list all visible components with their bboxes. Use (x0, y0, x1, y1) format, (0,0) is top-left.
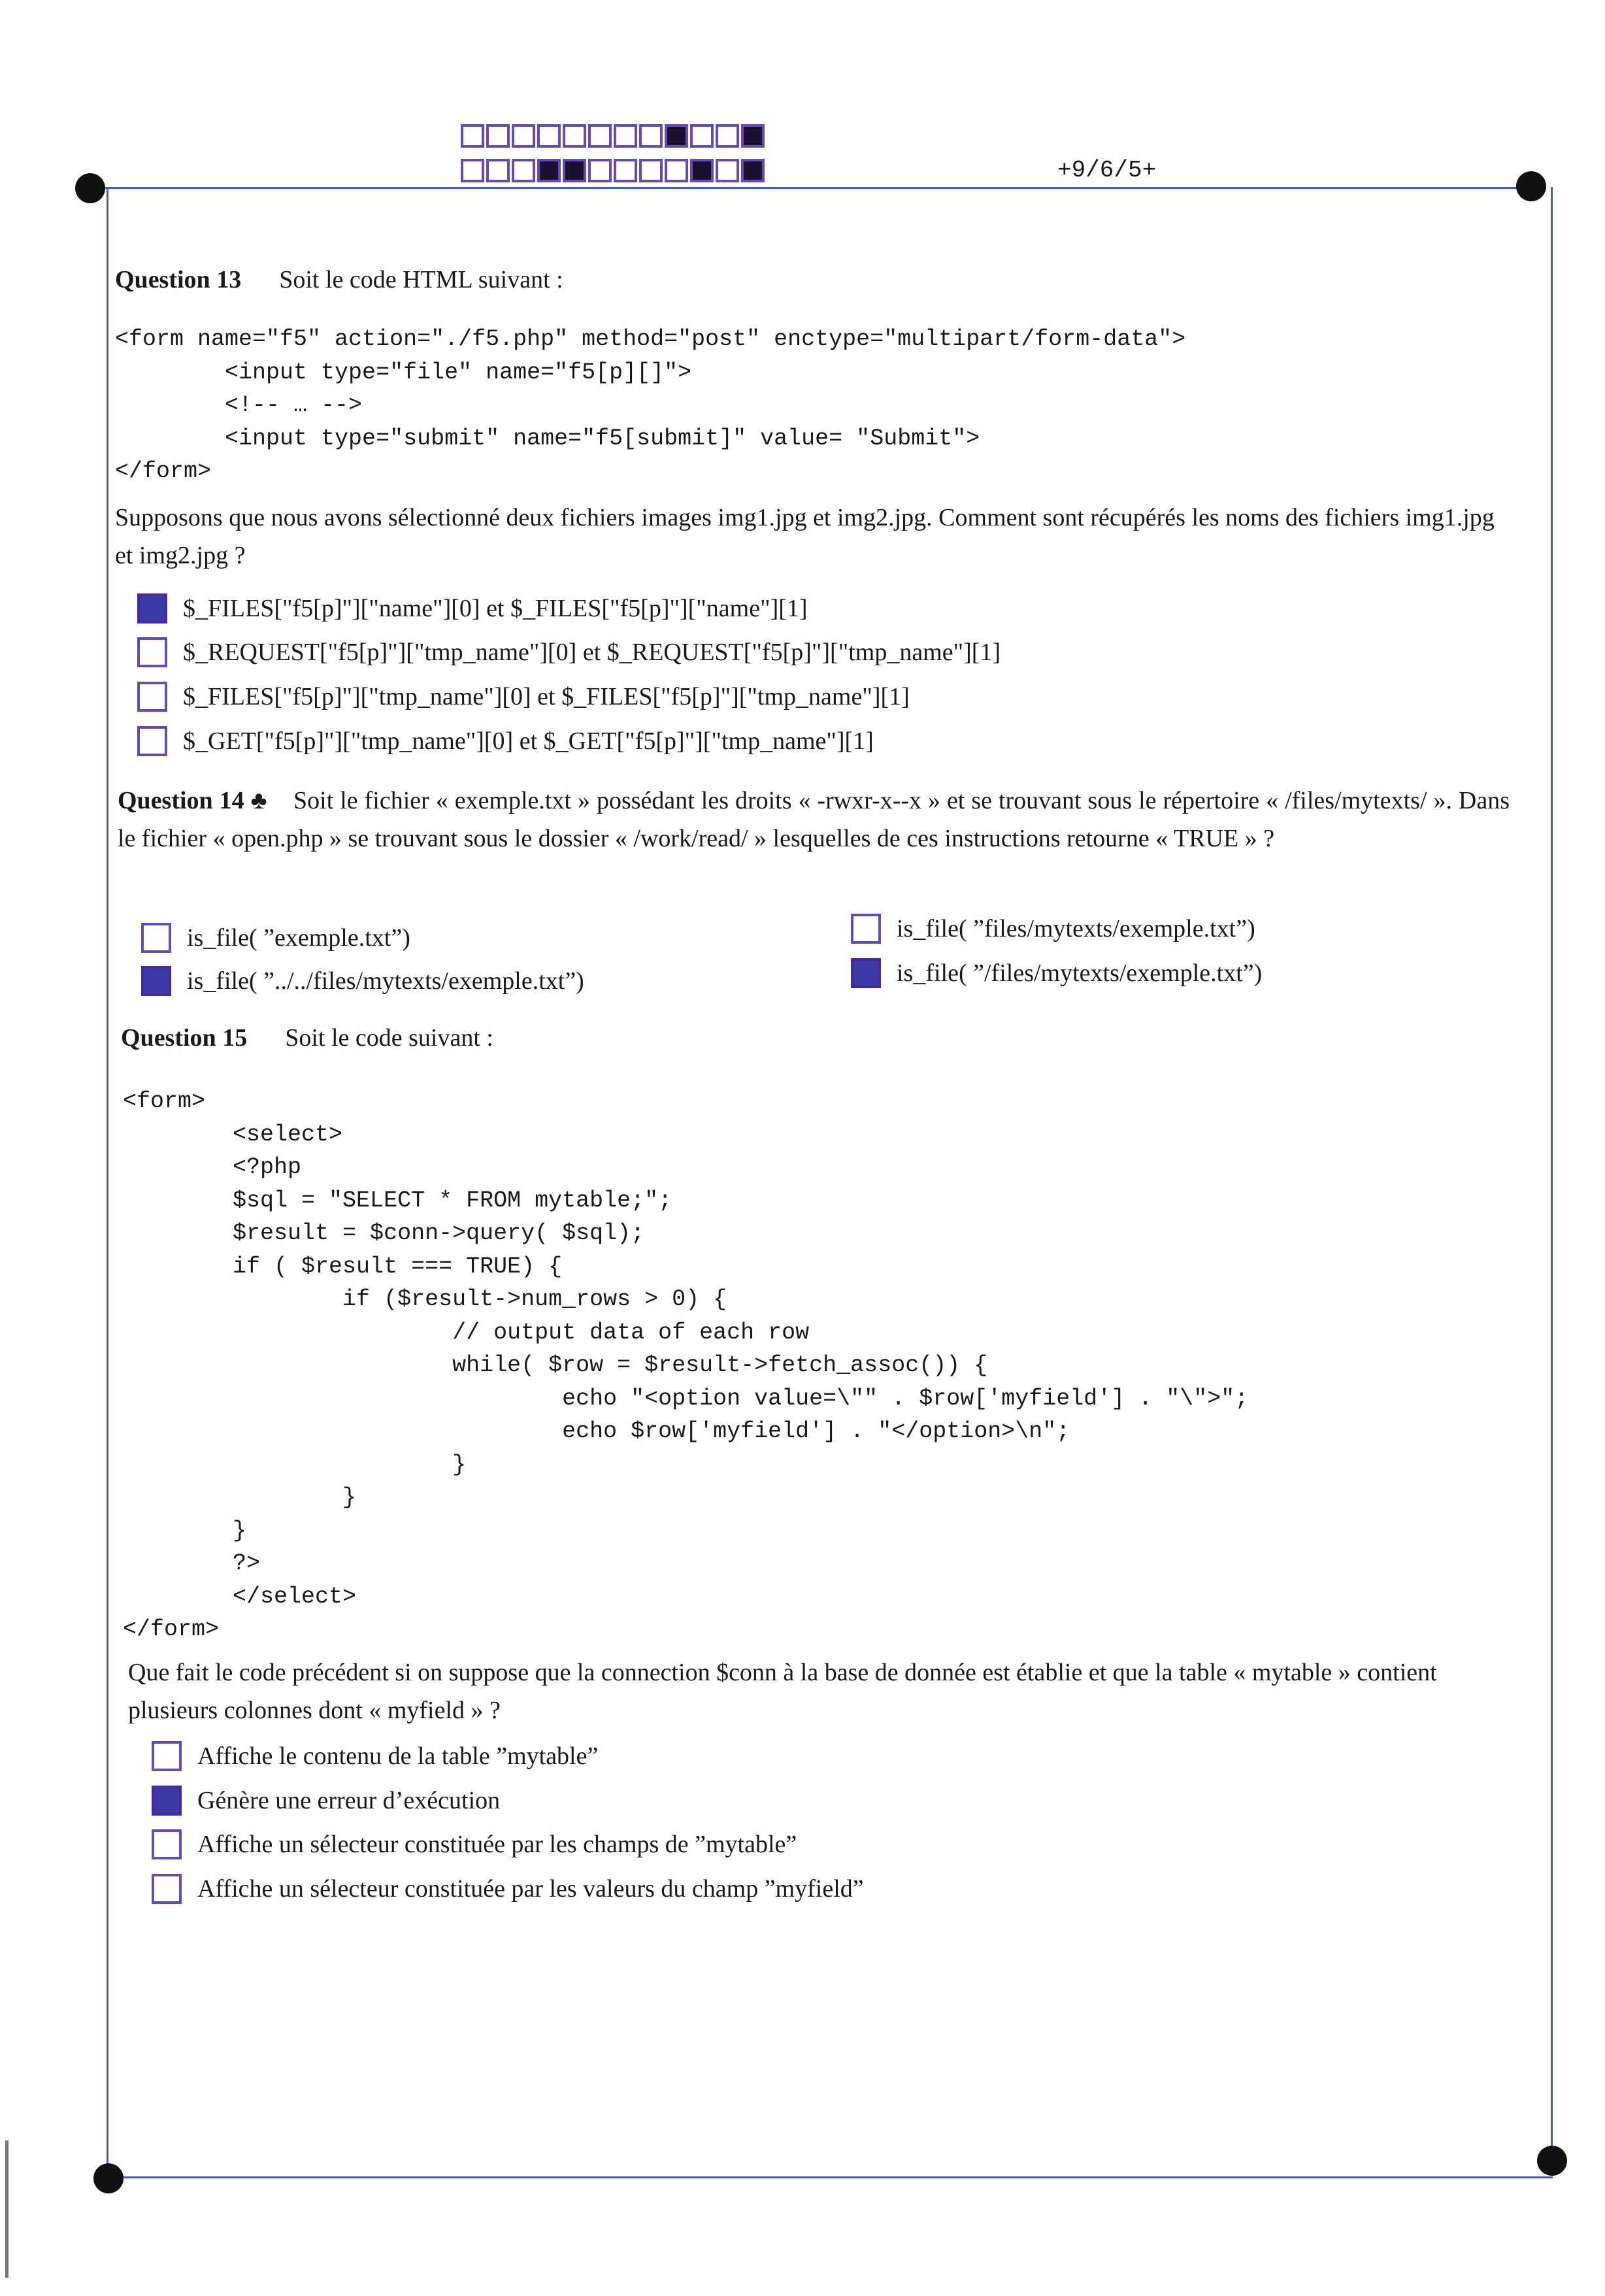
barcode-cell (665, 159, 688, 182)
code-line: echo $row['myfield'] . "</option>\n"; (123, 1418, 1070, 1444)
code-line: } (123, 1517, 247, 1544)
barcode-cell (486, 159, 510, 182)
code-line: </select> (123, 1583, 357, 1610)
question-13-heading (115, 265, 563, 294)
barcode-cell (563, 159, 586, 182)
choice-label: Affiche un sélecteur constituée par les valeurs du champ ”myfield” (197, 1875, 864, 1903)
barcode-cell (665, 124, 688, 148)
code-line: </form> (123, 1616, 220, 1642)
answer-choice[interactable] (152, 1829, 797, 1859)
barcode-cell (614, 124, 637, 148)
answer-choice[interactable] (137, 593, 808, 624)
barcode-cell (537, 159, 561, 182)
choice-label: is_file( ”exemple.txt”) (187, 924, 410, 952)
choice-label: is_file( ”/files/mytexts/exemple.txt”) (897, 959, 1263, 987)
corner-mark-top-right (1516, 171, 1546, 201)
code-line: <form name="f5" action="./f5.php" method="post" enctype="multipart/form-data"> (115, 326, 1186, 352)
corner-mark-bottom-left (93, 2163, 124, 2193)
code-line: ?> (123, 1550, 261, 1576)
checkbox[interactable] (152, 1741, 182, 1771)
barcode-cell (690, 124, 714, 148)
question-15-code (123, 1085, 1248, 1646)
checkbox[interactable] (152, 1874, 182, 1904)
barcode-cell (716, 159, 739, 182)
barcode-cell (563, 124, 586, 148)
checkbox[interactable] (152, 1829, 182, 1859)
answer-choice[interactable] (851, 914, 1255, 944)
barcode-cell (537, 124, 561, 148)
code-line: if ($result->num_rows > 0) { (123, 1286, 727, 1312)
barcode-cell (690, 159, 714, 182)
answer-choice[interactable] (141, 923, 410, 953)
page-id: +9/6/5+ (1057, 157, 1157, 184)
barcode-cell (588, 159, 612, 182)
code-line: <select> (123, 1121, 343, 1148)
answer-choice[interactable] (152, 1741, 598, 1771)
frame-bottom (108, 2176, 1553, 2178)
question-15-text: Que fait le code précédent si on suppose que la connection $conn à la base de donnée est établie et que la table « mytable » contient plusieurs colonnes dont « myfield » ? (128, 1659, 1437, 1724)
choice-label: is_file( ”files/mytexts/exemple.txt”) (897, 915, 1255, 942)
code-line: while( $row = $result->fetch_assoc()) { (123, 1352, 988, 1378)
choice-label: $_GET["f5[p]"]["tmp_name"][0] et $_GET["f5[p]"]["tmp_name"][1] (183, 727, 874, 755)
code-line: <form> (123, 1088, 206, 1114)
code-line: $sql = "SELECT * FROM mytable;"; (123, 1187, 672, 1214)
code-line: <!-- … --> (115, 392, 363, 418)
code-line: // output data of each row (123, 1319, 810, 1346)
barcode-cell (639, 124, 663, 148)
choice-label: is_file( ”../../files/mytexts/exemple.txt”) (187, 967, 584, 995)
frame-left (107, 187, 108, 2179)
corner-mark-bottom-right (1537, 2146, 1567, 2176)
answer-choice[interactable] (137, 637, 1001, 667)
answer-choice[interactable] (137, 682, 910, 712)
answer-choice[interactable] (137, 726, 874, 756)
question-body: Soit le fichier « exemple.txt » possédant les droits « -rwxr-x--x » et se trouvant sous le répertoire « /files/mytexts/ ». Dans le fichier « open.php » se trouvant sous le dossier « /work/read/ » lesquelles de ces instructions retourne « TRUE » ? (118, 787, 1510, 852)
question-14-text (118, 782, 1510, 857)
code-line: echo "<option value=\"" . $row['myfield'] . "\">"; (123, 1385, 1249, 1412)
frame-top (90, 187, 1534, 189)
answer-choice[interactable] (851, 958, 1262, 988)
barcode-cell (461, 159, 484, 182)
barcode-cell (486, 124, 510, 148)
question-13-text: Supposons que nous avons sélectionné deux fichiers images img1.jpg et img2.jpg. Comment sont récupérés les noms des fichiers img1.jpg et img2.jpg ? (115, 504, 1495, 569)
barcode-cell (588, 124, 612, 148)
barcode-cell (639, 159, 663, 182)
answer-choice[interactable] (152, 1786, 500, 1816)
barcode-cell (512, 124, 535, 148)
code-line: <input type="submit" name="f5[submit]" value= "Submit"> (115, 425, 980, 452)
code-line: } (123, 1451, 467, 1478)
choice-label: Génère une erreur d’exécution (197, 1787, 501, 1814)
choice-label: Affiche un sélecteur constituée par les champs de ”mytable” (197, 1831, 797, 1858)
question-number: Question 13 (115, 266, 242, 293)
barcode-cell (741, 124, 765, 148)
question-15-heading (121, 1023, 493, 1052)
barcode-cell (461, 124, 484, 148)
question-prompt: Soit le code HTML suivant : (279, 266, 563, 293)
corner-mark-top-left (75, 173, 105, 203)
code-line: } (123, 1484, 357, 1510)
checkbox[interactable] (137, 593, 167, 624)
club-icon: ♣ (250, 787, 268, 814)
barcode-cell (512, 159, 535, 182)
barcode-cell (741, 159, 765, 182)
checkbox[interactable] (141, 923, 171, 953)
checkbox[interactable] (137, 726, 167, 756)
question-13-code (115, 323, 1185, 488)
choice-label: $_FILES["f5[p]"]["name"][0] et $_FILES["f5[p]"]["name"][1] (183, 595, 808, 622)
choice-label: $_FILES["f5[p]"]["tmp_name"][0] et $_FILES["f5[p]"]["tmp_name"][1] (183, 683, 910, 710)
barcode-cell (716, 124, 739, 148)
code-line: </form> (115, 458, 212, 484)
code-line: <input type="file" name="f5[p][]"> (115, 359, 692, 386)
checkbox[interactable] (137, 637, 167, 667)
question-number: Question 15 (121, 1024, 248, 1052)
checkbox[interactable] (851, 958, 881, 988)
checkbox[interactable] (152, 1786, 182, 1816)
answer-choice[interactable] (152, 1874, 864, 1904)
choice-label: Affiche le contenu de la table ”mytable” (197, 1742, 599, 1770)
margin-scan-mark (5, 2140, 8, 2278)
code-line: if ( $result === TRUE) { (123, 1253, 563, 1280)
frame-right (1551, 187, 1553, 2161)
code-line: <?php (123, 1154, 302, 1180)
checkbox[interactable] (141, 966, 171, 996)
answer-choice[interactable] (141, 966, 584, 996)
question-number: Question 14 (118, 787, 244, 814)
checkbox[interactable] (851, 914, 881, 944)
barcode-cell (614, 159, 637, 182)
choice-label: $_REQUEST["f5[p]"]["tmp_name"][0] et $_REQUEST["f5[p]"]["tmp_name"][1] (183, 639, 1001, 666)
barcode-row-1 (461, 124, 765, 148)
question-prompt: Soit le code suivant : (285, 1024, 493, 1052)
barcode-row-2 (461, 159, 765, 182)
code-line: $result = $conn->query( $sql); (123, 1220, 645, 1246)
checkbox[interactable] (137, 682, 167, 712)
